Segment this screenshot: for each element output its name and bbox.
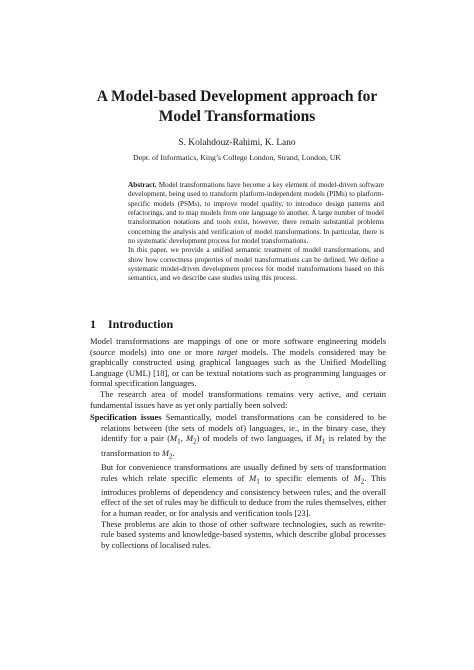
section-number: 1 — [90, 317, 96, 331]
target-emphasis: target — [217, 346, 238, 357]
math-symbol: M — [170, 433, 178, 444]
source-emphasis: source — [92, 346, 116, 357]
abstract-paragraph-1 — [128, 181, 384, 246]
math-subscript: 1 — [256, 477, 260, 486]
item-text: ) of models of two languages, if — [196, 433, 315, 444]
item-text: . — [172, 447, 175, 458]
item-text: is related by the transformation to — [101, 433, 386, 458]
paper-title — [60, 87, 414, 127]
math-symbol: M — [249, 472, 257, 483]
item-text: Semantically, model transformations can be considered to be relations between (the sets of models of) languages, ie., in the binary case, they identify for a pair ( — [101, 412, 386, 444]
abstract — [128, 181, 384, 284]
authors: S. Kolahdouz-Rahimi, K. Lano — [178, 138, 296, 148]
math-subscript: 2 — [193, 438, 197, 447]
intro-text: models) into one or more — [115, 346, 218, 357]
abstract-text-1: Model transformations have become a key element of model-driven software development, being used to transform platform-independent models (PIMs) to platform-specific models (PSMs), to improve model quality, to introduce design patterns and refactorings, and to map models from one language to another. A large number of model transformation notations and tools exist, however, there remain substantial problems concerning the analysis and verification of model transformations. In particular, there is no systematic development process for model transformations. — [128, 181, 384, 246]
math-symbol: M — [186, 433, 194, 444]
section-heading — [90, 317, 390, 332]
affiliation: Dept. of Informatics, King’s College London, Strand, London, UK — [132, 153, 342, 162]
title-line-2: Model Transformations — [158, 108, 316, 125]
math-symbol: M — [161, 447, 169, 458]
math-subscript: 1 — [177, 438, 181, 447]
math-subscript: 2 — [169, 452, 173, 461]
item-text: But for convenience transformations are usually defined by sets of transformation rules which relate specific elements of — [101, 461, 386, 483]
description-item — [90, 412, 386, 550]
item-paragraph-2 — [90, 462, 386, 519]
intro-paragraph-2: The research area of model transformations remains very active, and certain fundamental issues have as yet only partially been solved: — [90, 388, 386, 410]
abstract-paragraph-2: In this paper, we provide a unified semantic treatment of model transformations, and show how correctness properties of model transformations can be defined. We define a systematic model-driven development process for model transformations based on this semantics, and we describe case studies using this process. — [128, 246, 384, 283]
intro-text: Model transformations are mappings of one or more software engineering models ( — [90, 336, 386, 357]
item-text: to specific elements of — [259, 472, 354, 483]
intro-paragraph-1 — [90, 336, 386, 389]
intro-text: models. The models considered may be graphically constructed using graphical languages such as the Unified Modelling Language (UML) [18], or can be textual notations such as programming languages or formal specification languages. — [90, 346, 386, 389]
math-subscript: 1 — [321, 438, 326, 447]
math-subscript: 2 — [360, 477, 365, 486]
item-paragraph-3: These problems are akin to those of other software technologies, such as rewrite-rule based systems and knowledge-based systems, which describe global processes by collections of localised rules. — [101, 518, 386, 550]
title-line-1: A Model-based Development approach for — [96, 88, 378, 105]
math-symbol: M — [353, 472, 361, 483]
item-text: . This introduces problems of dependency and consistency between rules, and the overall effect of the set of rules may be difficult to deduce from the rules themselves, either for a human reader, or for analysis and verification tools [23]. — [101, 472, 387, 518]
abstract-heading: Abstract. — [128, 181, 157, 189]
math-symbol: M — [314, 433, 322, 444]
item-text: , — [180, 433, 187, 444]
section-title: Introduction — [108, 317, 174, 331]
item-term: Specification issues — [90, 412, 162, 423]
section-body — [90, 336, 386, 550]
item-paragraph-1 — [90, 412, 386, 462]
